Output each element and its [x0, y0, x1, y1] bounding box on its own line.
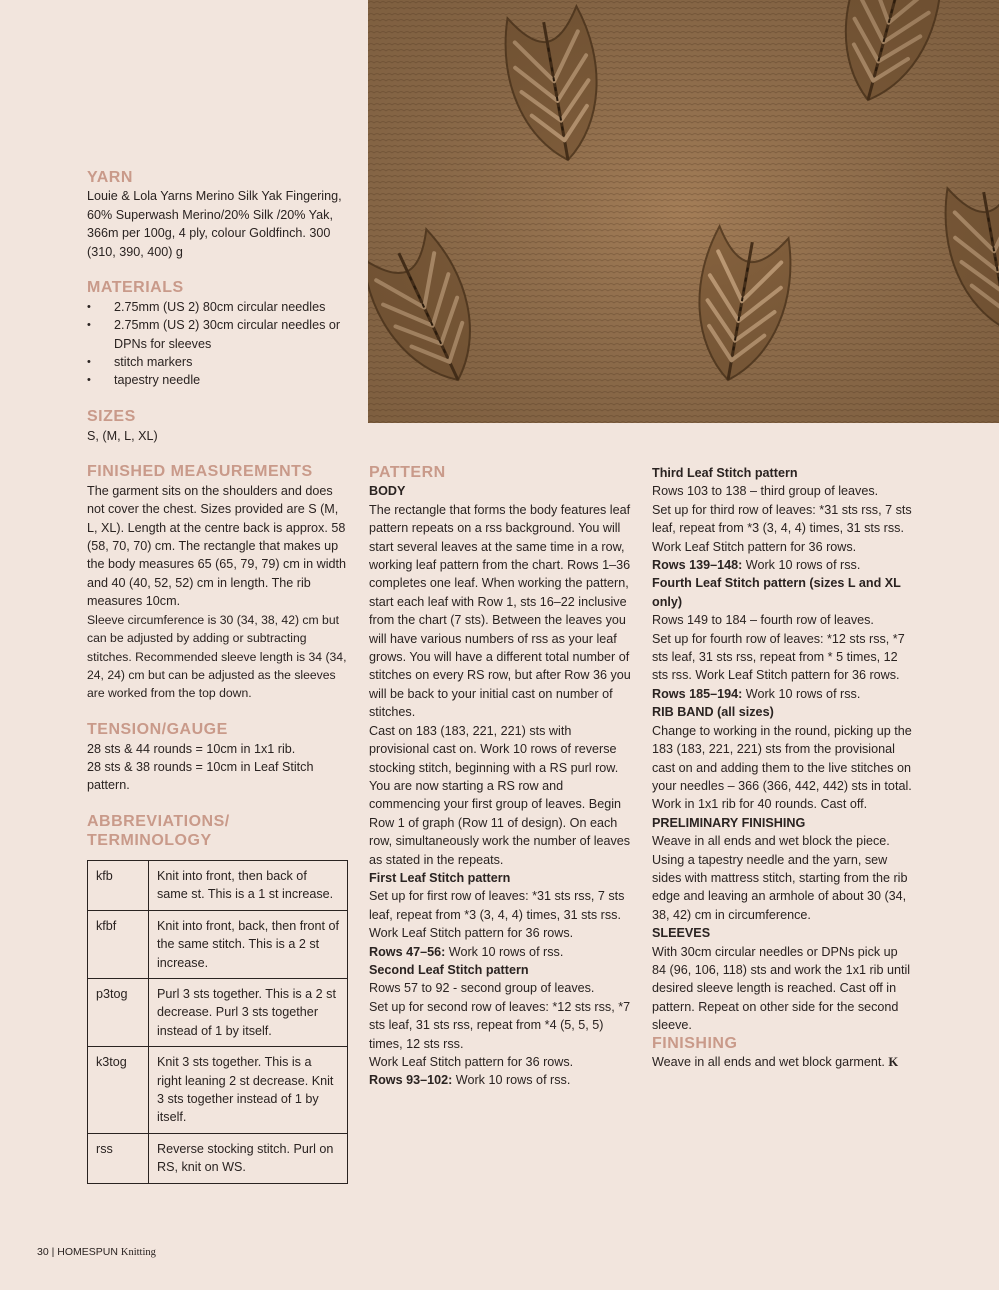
third-leaf-rows: [652, 556, 914, 574]
term-cell: kfbf: [88, 910, 149, 978]
finished-text-1: The garment sits on the shoulders and does not cover the chest. Sizes provided are S (M, L, XL). Length at the centre back is approx. 58 (58, 70, 70) cm. The rectangle that makes up the body measures 65 (65, 79, 79) cm in width and 40 (40, 52, 52) cm in length. The rib measures 10cm.: [87, 483, 347, 609]
tension-heading: TENSION/GAUGE: [87, 721, 228, 739]
rows-text: Work 10 rows of rss.: [742, 686, 861, 701]
yarn-section: [87, 169, 349, 261]
term-cell: k3tog: [88, 1047, 149, 1134]
rows-label: Rows 47–56:: [369, 944, 446, 959]
footer-separator: |: [51, 1246, 55, 1258]
second-leaf-rows: [369, 1071, 631, 1089]
pattern-heading: PATTERN: [369, 464, 446, 481]
table-row: [88, 1133, 348, 1183]
rows-text: Work 10 rows of rss.: [445, 944, 564, 959]
rib-band-heading: RIB BAND (all sizes): [652, 705, 774, 720]
sizes-text: S, (M, L, XL): [87, 428, 158, 443]
yarn-heading: YARN: [87, 169, 133, 186]
rows-text: Work 10 rows of rss.: [452, 1073, 571, 1088]
definition-cell: Knit into front, back, then front of the same stitch. This is a 2 st increase.: [149, 910, 348, 978]
body-subheading: BODY: [369, 484, 406, 499]
abbreviations-table: [87, 860, 348, 1184]
fourth-leaf-text-2: Set up for fourth row of leaves: *12 sts rss, *7 sts leaf, 31 sts rss, repeat from * 5 times, 12 sts rss. Work Leaf Stitch pattern for 36 rows.: [652, 631, 905, 683]
third-leaf-heading: Third Leaf Stitch pattern: [652, 466, 798, 480]
third-leaf-text-1: Rows 103 to 138 – third group of leaves.: [652, 484, 879, 499]
list-item: • tapestry needle: [87, 371, 349, 389]
leaf-stitch-illustration: [368, 0, 999, 423]
body-text-2: Cast on 183 (183, 221, 221) sts with provisional cast on. Work 10 rows of reverse stocking stitch, beginning with a RS purl row.: [369, 723, 619, 775]
rows-label: Rows 185–194:: [652, 686, 743, 701]
finished-section: [87, 463, 349, 702]
finishing-sentence: Weave in all ends and wet block garment.: [652, 1055, 885, 1069]
table-row: [88, 1047, 348, 1134]
rib-band-text: Change to working in the round, picking up the 183 (183, 221, 221) sts from the provisional cast on and adding them to the live stitches on your needles – 366 (366, 442, 442) sts in total. Work in 1x1 rib for 40 rounds. Cast off.: [652, 723, 912, 812]
rows-label: Rows 139–148:: [652, 558, 743, 573]
list-item: • 2.75mm (US 2) 80cm circular needles: [87, 298, 349, 316]
list-item: • stitch markers: [87, 353, 349, 371]
knitted-fabric-photo: [368, 0, 999, 423]
rows-label: Rows 93–102:: [369, 1073, 453, 1088]
materials-list: [87, 298, 349, 390]
fourth-leaf-heading: Fourth Leaf Stitch pattern (sizes L and XL only): [652, 576, 901, 609]
term-cell: p3tog: [88, 978, 149, 1046]
second-leaf-text-3: Work Leaf Stitch pattern for 36 rows.: [369, 1055, 574, 1069]
term-cell: kfb: [88, 860, 149, 910]
page-footer: [37, 1246, 156, 1258]
end-mark: K: [888, 1055, 899, 1069]
table-row: [88, 978, 348, 1046]
finishing-text: [652, 1053, 914, 1071]
magazine-name: HOMESPUN: [57, 1246, 118, 1258]
materials-section: [87, 279, 349, 389]
finished-text-2: Sleeve circumference is 30 (34, 38, 42) cm but can be adjusted by adding or subtracting stitches. Recommended sleeve length is 34 (34, 24, 24) cm but can be adjusted as the sleeves are worked from the top down.: [87, 612, 347, 701]
sleeves-heading: SLEEVES: [652, 926, 711, 941]
yarn-text: Louie & Lola Yarns Merino Silk Yak Fingering, 60% Superwash Merino/20% Silk /20% Yak, 366m per 100g, 4 ply, colour Goldfinch. 300 (310, 390, 400) g: [87, 189, 342, 259]
definition-cell: Knit into front, then back of same st. This is a 1 st increase.: [149, 860, 348, 910]
first-leaf-heading: First Leaf Stitch pattern: [369, 870, 511, 885]
column-middle: [369, 464, 631, 1090]
table-row: [88, 910, 348, 978]
body-text-3: You are now starting a RS row and commencing your first group of leaves. Begin Row 1 of graph (Row 11 of design). On each row, simultaneously work the number of leaves as stated in the repeats.: [369, 778, 631, 867]
sizes-heading: SIZES: [87, 408, 136, 426]
rows-text: Work 10 rows of rss.: [742, 558, 861, 573]
second-leaf-text-2: Set up for second row of leaves: *12 sts rss, *7 sts leaf, 31 sts rss, repeat from *4 (5, 5, 5) times, 12 sts rss.: [369, 999, 631, 1051]
tension-line-1: 28 sts & 44 rounds = 10cm in 1x1 rib.: [87, 741, 296, 756]
materials-heading: MATERIALS: [87, 279, 184, 297]
abbreviations-section: [87, 813, 349, 1184]
finishing-heading: FINISHING: [652, 1034, 738, 1052]
finished-heading: FINISHED MEASUREMENTS: [87, 463, 313, 481]
first-leaf-text-2: Work Leaf Stitch pattern for 36 rows.: [369, 926, 574, 941]
preliminary-finishing-heading: PRELIMINARY FINISHING: [652, 815, 806, 830]
preliminary-finishing-text: Weave in all ends and wet block the piece. Using a tapestry needle and the yarn, sew sides with mattress stitch, starting from the rib edge and leaving an armhole of about 30 (34, 38, 42) cm in circumference.: [652, 834, 908, 922]
first-leaf-text-1: Set up for first row of leaves: *31 sts rss, 7 sts leaf, repeat from *3 (3, 4, 4) times, 31 sts rss.: [369, 889, 625, 922]
table-row: [88, 860, 348, 910]
column-left: [87, 169, 349, 1184]
abbreviations-heading: ABBREVIATIONS/ TERMINOLOGY: [87, 813, 230, 849]
definition-cell: Purl 3 sts together. This is a 2 st decrease. Purl 3 sts together instead of 1 by itself.: [149, 978, 348, 1046]
page-number: 30: [37, 1246, 49, 1258]
definition-cell: Reverse stocking stitch. Purl on RS, knit on WS.: [149, 1133, 348, 1183]
column-right: [652, 464, 914, 1071]
definition-cell: Knit 3 sts together. This is a right leaning 2 st decrease. Knit 3 sts together instead of 1 by itself.: [149, 1047, 348, 1134]
fourth-leaf-text-1: Rows 149 to 184 – fourth row of leaves.: [652, 613, 874, 628]
third-leaf-text-2: Set up for third row of leaves: *31 sts rss, 7 sts leaf, repeat from *3 (3, 4, 4) times, 31 sts rss. Work Leaf Stitch pattern for 36 rows.: [652, 502, 912, 554]
tension-line-2: 28 sts & 38 rounds = 10cm in Leaf Stitch pattern.: [87, 759, 314, 793]
sizes-section: [87, 408, 349, 445]
body-text-1: The rectangle that forms the body features leaf pattern repeats on a rss background. You will start several leaves at the same time in a row, working leaf pattern from the chart. Rows 1–36 completes one leaf. When working the pattern, start each leaf with Row 1, sts 16–22 inclusive from the chart (7 sts). Between the leaves you will have various numbers of rss as your leaf grows. You will have a different total number of stitches on every RS row, but after Row 36 you will be back to your initial cast on number of stitches.: [369, 502, 631, 720]
second-leaf-text-1: Rows 57 to 92 - second group of leaves.: [369, 981, 595, 996]
fourth-leaf-rows: [652, 685, 914, 703]
tension-section: [87, 721, 349, 795]
magazine-subtitle: Knitting: [120, 1247, 156, 1258]
second-leaf-heading: Second Leaf Stitch pattern: [369, 962, 529, 977]
sleeves-text: With 30cm circular needles or DPNs pick up 84 (96, 106, 118) sts and work the 1x1 rib until desired sleeve length is reached. Cast off in pattern. Repeat on other side for the second sleeve.: [652, 944, 911, 1033]
list-item: • 2.75mm (US 2) 30cm circular needles or DPNs for sleeves: [87, 316, 349, 353]
term-cell: rss: [88, 1133, 149, 1183]
first-leaf-rows: [369, 943, 631, 961]
